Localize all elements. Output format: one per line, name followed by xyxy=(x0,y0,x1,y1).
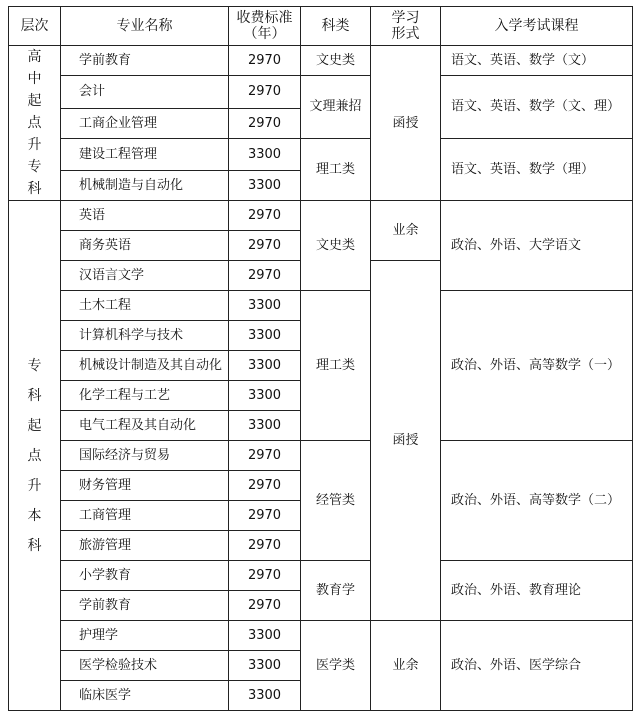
category-cell: 医学类 xyxy=(301,621,371,711)
fee-cell: 2970 xyxy=(229,46,301,76)
major-cell: 工商企业管理 xyxy=(61,108,229,138)
level-cell-group2 xyxy=(9,201,61,711)
enrollment-table xyxy=(8,6,633,711)
fee-cell: 3300 xyxy=(229,291,301,321)
header-level: 层次 xyxy=(9,7,61,46)
major-cell: 医学检验技术 xyxy=(61,651,229,681)
major-cell: 财务管理 xyxy=(61,471,229,501)
header-exam: 入学考试课程 xyxy=(441,7,633,46)
major-cell: 国际经济与贸易 xyxy=(61,441,229,471)
fee-cell: 3300 xyxy=(229,651,301,681)
major-cell: 会计 xyxy=(61,76,229,109)
table-row xyxy=(9,138,633,171)
fee-cell: 2970 xyxy=(229,231,301,261)
header-study-form xyxy=(371,7,441,46)
major-cell: 学前教育 xyxy=(61,591,229,621)
header-major: 专业名称 xyxy=(61,7,229,46)
level-label-group2: 专科起点升本科 xyxy=(27,357,42,554)
exam-cell: 政治、外语、教育理论 xyxy=(441,561,633,621)
major-cell: 学前教育 xyxy=(61,46,229,76)
major-cell: 小学教育 xyxy=(61,561,229,591)
table-row xyxy=(9,561,633,591)
category-cell: 文史类 xyxy=(301,46,371,76)
table-row xyxy=(9,76,633,109)
fee-cell: 2970 xyxy=(229,108,301,138)
major-cell: 汉语言文学 xyxy=(61,261,229,291)
major-cell: 计算机科学与技术 xyxy=(61,321,229,351)
header-row xyxy=(9,7,633,46)
major-cell: 临床医学 xyxy=(61,681,229,711)
fee-cell: 3300 xyxy=(229,411,301,441)
major-cell: 机械制造与自动化 xyxy=(61,171,229,201)
fee-cell: 2970 xyxy=(229,591,301,621)
exam-cell: 政治、外语、高等数学（一） xyxy=(441,291,633,441)
fee-cell: 3300 xyxy=(229,681,301,711)
fee-cell: 2970 xyxy=(229,261,301,291)
table-row xyxy=(9,621,633,651)
category-cell: 理工类 xyxy=(301,138,371,201)
fee-cell: 3300 xyxy=(229,321,301,351)
level-cell-group1 xyxy=(9,46,61,201)
major-cell: 旅游管理 xyxy=(61,531,229,561)
exam-cell: 语文、英语、数学（理） xyxy=(441,138,633,201)
fee-cell: 3300 xyxy=(229,138,301,171)
fee-cell: 2970 xyxy=(229,531,301,561)
study-form-cell: 业余 xyxy=(371,201,441,261)
major-cell: 商务英语 xyxy=(61,231,229,261)
fee-cell: 3300 xyxy=(229,351,301,381)
table-row xyxy=(9,441,633,471)
header-fee xyxy=(229,7,301,46)
category-cell: 教育学 xyxy=(301,561,371,621)
fee-cell: 3300 xyxy=(229,381,301,411)
category-cell: 理工类 xyxy=(301,291,371,441)
table-row xyxy=(9,291,633,321)
exam-cell: 语文、英语、数学（文） xyxy=(441,46,633,76)
major-cell: 工商管理 xyxy=(61,501,229,531)
level-label-group1: 高中起点升专科 xyxy=(27,49,42,197)
study-form-cell: 函授 xyxy=(371,261,441,621)
fee-cell: 2970 xyxy=(229,201,301,231)
major-cell: 化学工程与工艺 xyxy=(61,381,229,411)
fee-cell: 2970 xyxy=(229,501,301,531)
header-study-form-label: 学习形式 xyxy=(391,10,420,42)
major-cell: 护理学 xyxy=(61,621,229,651)
category-cell: 经管类 xyxy=(301,441,371,561)
table-row xyxy=(9,46,633,76)
major-cell: 英语 xyxy=(61,201,229,231)
major-cell: 建设工程管理 xyxy=(61,138,229,171)
fee-cell: 3300 xyxy=(229,621,301,651)
exam-cell: 语文、英语、数学（文、理） xyxy=(441,76,633,139)
fee-cell: 2970 xyxy=(229,561,301,591)
fee-cell: 2970 xyxy=(229,76,301,109)
enrollment-table-container xyxy=(8,6,633,711)
category-cell: 文理兼招 xyxy=(301,76,371,139)
major-cell: 机械设计制造及其自动化 xyxy=(61,351,229,381)
study-form-cell: 函授 xyxy=(371,46,441,201)
exam-cell: 政治、外语、医学综合 xyxy=(441,621,633,711)
major-cell: 电气工程及其自动化 xyxy=(61,411,229,441)
fee-cell: 2970 xyxy=(229,471,301,501)
table-row xyxy=(9,201,633,231)
category-cell: 文史类 xyxy=(301,201,371,291)
major-cell: 土木工程 xyxy=(61,291,229,321)
header-category: 科类 xyxy=(301,7,371,46)
exam-cell: 政治、外语、高等数学（二） xyxy=(441,441,633,561)
study-form-cell: 业余 xyxy=(371,621,441,711)
header-fee-label: 收费标准（年） xyxy=(236,10,293,42)
fee-cell: 2970 xyxy=(229,441,301,471)
exam-cell: 政治、外语、大学语文 xyxy=(441,201,633,291)
fee-cell: 3300 xyxy=(229,171,301,201)
